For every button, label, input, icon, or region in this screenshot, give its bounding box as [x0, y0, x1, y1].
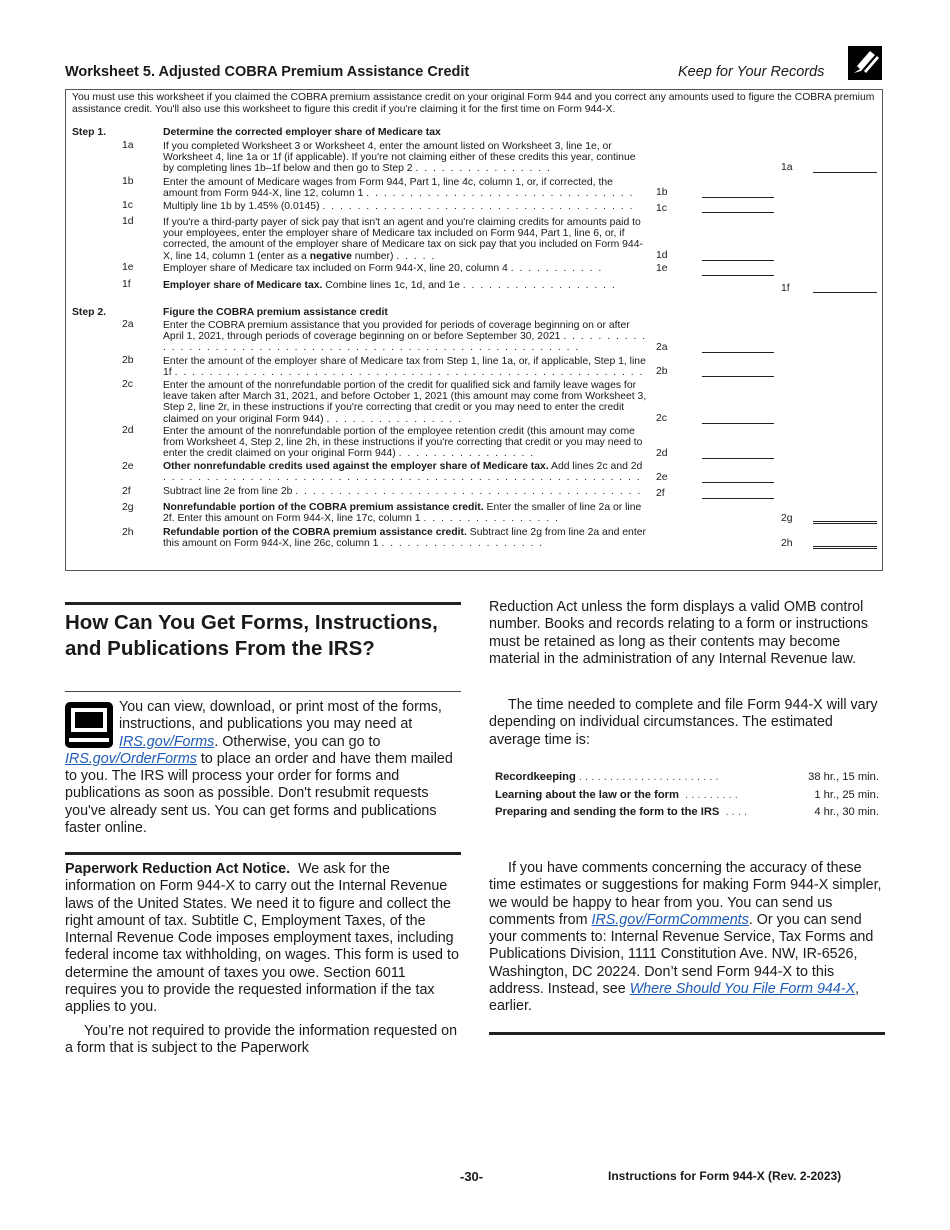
- line-number: 2h: [122, 527, 134, 538]
- time-row: Preparing and sending the form to the IRS . . . . 4 hr., 30 min.: [495, 806, 879, 818]
- line-1f-field[interactable]: [813, 292, 877, 293]
- line-1b-text: Enter the amount of Medicare wages from Form 944, Part 1, line 4c, column 1, or, if corrected, the amount from Form 944-X, line 12, column 1 . . . . . . . . . . . . . . . . . . . . . . . . . . . . . . .: [163, 177, 634, 200]
- section-rule: [65, 852, 461, 855]
- where-to-file-link[interactable]: Where Should You File Form 944-X: [629, 981, 856, 998]
- line-number: 2e: [122, 461, 134, 472]
- line-ref: 1b: [656, 187, 668, 198]
- worksheet-title: Worksheet 5. Adjusted COBRA Premium Assistance Credit: [65, 64, 470, 80]
- line-2a-text: Enter the COBRA premium assistance that you provided for periods of coverage beginning on or after April 1, 2021, through periods of coverage beginning on or before September 30, 2021 . . . . . . . . . . . . . . . . . . . . . . . . . . . . . . . . . . . . . . . . . . . . . . . . . . . . . . . . . .: [163, 320, 647, 354]
- line-1e-field[interactable]: [702, 275, 774, 276]
- line-number: 1b: [122, 176, 134, 187]
- line-2d-text: Enter the amount of the nonrefundable portion of the employee retention credit (this amount may come from Worksheet 4, Step 2, line 2h, in these instructions if you're correcting that credit or you may need to enter the credit claimed on your original Form 944) . . . . . . . . . . . . . . . .: [163, 426, 643, 460]
- heading-rule: [65, 691, 461, 692]
- line-ref: 2c: [656, 413, 667, 424]
- line-2c-text: Enter the amount of the nonrefundable portion of the credit for qualified sick and family leave wages for leave taken after March 31, 2021, and before October 1, 2021 (this amount may come from Worksheet 3, Step 2, line 2r, in these instructions if you're correcting that credit or you may need to enter the credit claimed on your original Form 944) . . . . . . . . . . . . . . . .: [163, 380, 647, 425]
- line-2d-field[interactable]: [702, 458, 774, 459]
- forms-heading: How Can You Get Forms, Instructions, and Publications From the IRS?: [65, 611, 438, 660]
- step2-label: Step 2.: [72, 307, 107, 318]
- line-2f-text: Subtract line 2e from line 2b . . . . . . . . . . . . . . . . . . . . . . . . . . . . . . . . . . . . . . . .: [163, 486, 642, 497]
- line-ref: 2f: [656, 488, 665, 499]
- line-number: 1e: [122, 262, 134, 273]
- irs-forms-link[interactable]: IRS.gov/Forms: [119, 733, 215, 750]
- line-1b-field[interactable]: [702, 197, 774, 198]
- line-ref: 2g: [781, 513, 793, 524]
- line-number: 1d: [122, 216, 134, 227]
- pra-paragraph-4: The time needed to complete and file Form 944-X will vary depending on individual circumstances. The estimated average time is:: [489, 697, 878, 748]
- keep-for-records: Keep for Your Records: [678, 64, 825, 80]
- forms-paragraph: You can view, download, or print most of the forms, instructions, and publications you may need at IRS.gov/Forms. Otherwise, you can go to IRS.gov/OrderForms to place an order and have them mailed to you. The IRS will process your order for forms and publications as soon as possible. Don't resubmit requests you've already sent us. You can get forms and publications faster online.: [65, 699, 453, 837]
- line-1a-text: If you completed Worksheet 3 or Worksheet 4, enter the amount listed on Worksheet 3, line 1e, or Worksheet 4, line 1a or 1f (if applicable). If you're not claiming either of these credits this year, continue by completing lines 1b–1f below and then go to Step 2 . . . . . . . . . . . . . . . .: [163, 141, 636, 175]
- line-2a-field[interactable]: [702, 352, 774, 353]
- line-2f-field[interactable]: [702, 498, 774, 499]
- line-ref: 1c: [656, 203, 667, 214]
- line-ref: 2h: [781, 538, 793, 549]
- section-rule: [65, 602, 461, 605]
- line-number: 1a: [122, 140, 134, 151]
- form-footer: Instructions for Form 944-X (Rev. 2-2023): [608, 1169, 842, 1183]
- pra-paragraph-2: You’re not required to provide the information requested on a form that is subject to the Paperwork: [65, 1023, 458, 1057]
- line-2b-field[interactable]: [702, 376, 774, 377]
- line-1d-field[interactable]: [702, 260, 774, 261]
- line-1a-field[interactable]: [813, 172, 877, 173]
- line-1d-text: If you're a third-party payer of sick pay that isn't an agent and you're claiming credits for amounts paid to your employees, enter the employer share of Medicare tax included on Form 944, Part 1, line 6, or, if corrected, the amount of the employer share of Medicare tax on sick pay that you included on Form 944-X, line 14, column 1 (enter as a negative number) . . . . .: [163, 217, 643, 262]
- line-2h-text: Refundable portion of the COBRA premium assistance credit. Subtract line 2g from line 2a and enter this amount on Form 944-X, line 26c, column 1 . . . . . . . . . . . . . . . . . . .: [163, 527, 646, 550]
- line-2e-text: Other nonrefundable credits used against the employer share of Medicare tax. Add lines 2c and 2d . . . . . . . . . . . . . . . . . . . . . . . . . . . . . . . . . . . . . . . . . . . . . . . . . . . . . . .: [163, 461, 643, 484]
- line-ref: 1e: [656, 263, 668, 274]
- pra-paragraph-1: Paperwork Reduction Act Notice. We ask for the information on Form 944-X to carry out the Internal Revenue laws of the United States. We need it to figure and collect the right amount of tax. Subtitle C, Employment Taxes, of the Internal Revenue Code imposes employment taxes, including federal income tax withholding, on wages. This form is used to determine the amount of taxes you owe. Section 6011 requires you to provide the requested information if the tax applies to you.: [65, 861, 459, 1016]
- line-2e-field[interactable]: [702, 482, 774, 483]
- line-ref: 1d: [656, 250, 668, 261]
- line-number: 1f: [122, 279, 131, 290]
- step2-heading: Figure the COBRA premium assistance credit: [163, 307, 388, 318]
- line-number: 2d: [122, 425, 134, 436]
- page-number: -30-: [460, 1169, 484, 1184]
- pencil-icon: [848, 46, 882, 80]
- line-number: 2b: [122, 355, 134, 366]
- section-rule: [489, 1032, 885, 1035]
- line-2c-field[interactable]: [702, 423, 774, 424]
- line-2b-text: Enter the amount of the employer share of Medicare tax from Step 1, line 1a, or, if applicable, Step 1, line 1f . . . . . . . . . . . . . . . . . . . . . . . . . . . . . . . . . . . . . . . . . . . . . . . . . . . . . .: [163, 356, 646, 379]
- line-2g-text: Nonrefundable portion of the COBRA premium assistance credit. Enter the smaller of line 2a or line 2f. Enter this amount on Form 944-X, line 17c, column 1 . . . . . . . . . . . . . . . .: [163, 502, 642, 525]
- line-1e-text: Employer share of Medicare tax included on Form 944-X, line 20, column 4 . . . . . . . . . . .: [163, 263, 603, 274]
- line-number: 2f: [122, 486, 131, 497]
- step1-heading: Determine the corrected employer share of Medicare tax: [163, 127, 441, 138]
- irs-formcomments-link[interactable]: IRS.gov/FormComments: [591, 911, 749, 928]
- comments-paragraph: If you have comments concerning the accuracy of these time estimates or suggestions for making Form 944-X simpler, we would be happy to hear from you. You can send us comments from IRS.gov/FormComments. Or you can send your comments to: Internal Revenue Service, Tax Forms and Publications Division, 1111 Constitution Ave. NW, IR-6526, Washington, DC 20224. Don’t send Form 944-X to this address. Instead, see Where Should You File Form 944-X, earlier.: [489, 860, 882, 1015]
- pra-paragraph-3: Reduction Act unless the form displays a valid OMB control number. Books and records relating to a form or instructions must be retained as long as their contents may become material in the administration of any Internal Revenue law.: [489, 599, 869, 667]
- line-number: 1c: [122, 200, 133, 211]
- time-estimates: [495, 771, 879, 824]
- line-ref: 1a: [781, 162, 793, 173]
- line-number: 2g: [122, 502, 134, 513]
- line-number: 2c: [122, 379, 133, 390]
- line-ref: 2d: [656, 448, 668, 459]
- line-1c-field[interactable]: [702, 212, 774, 213]
- step1-label: Step 1.: [72, 127, 107, 138]
- line-1c-text: Multiply line 1b by 1.45% (0.0145) . . . . . . . . . . . . . . . . . . . . . . . . . . . . . . . . . . . .: [163, 201, 634, 212]
- pra-heading: Paperwork Reduction Act Notice.: [65, 861, 291, 877]
- worksheet-intro: You must use this worksheet if you claimed the COBRA premium assistance credit on your original Form 944 and you correct any amounts used to figure the COBRA premium assistance credit. You'll also use this worksheet to figure this credit if you're claiming it for the first time on Form 944-X.: [72, 92, 875, 115]
- time-row: Learning about the law or the form . . . . . . . . . 1 hr., 25 min.: [495, 788, 879, 801]
- line-2g-field[interactable]: [813, 521, 877, 524]
- line-ref: 1f: [781, 283, 790, 294]
- line-2h-field[interactable]: [813, 546, 877, 549]
- time-row: Recordkeeping . . . . . . . . . . . . . . . . . . . . . . . 38 hr., 15 min.: [495, 771, 879, 783]
- line-1f-text: Employer share of Medicare tax. Combine lines 1c, 1d, and 1e . . . . . . . . . . . . . . . . . .: [163, 280, 617, 291]
- irs-orderforms-link[interactable]: IRS.gov/OrderForms: [65, 750, 197, 767]
- line-ref: 2a: [656, 342, 668, 353]
- line-ref: 2e: [656, 472, 668, 483]
- line-number: 2a: [122, 319, 134, 330]
- line-ref: 2b: [656, 366, 668, 377]
